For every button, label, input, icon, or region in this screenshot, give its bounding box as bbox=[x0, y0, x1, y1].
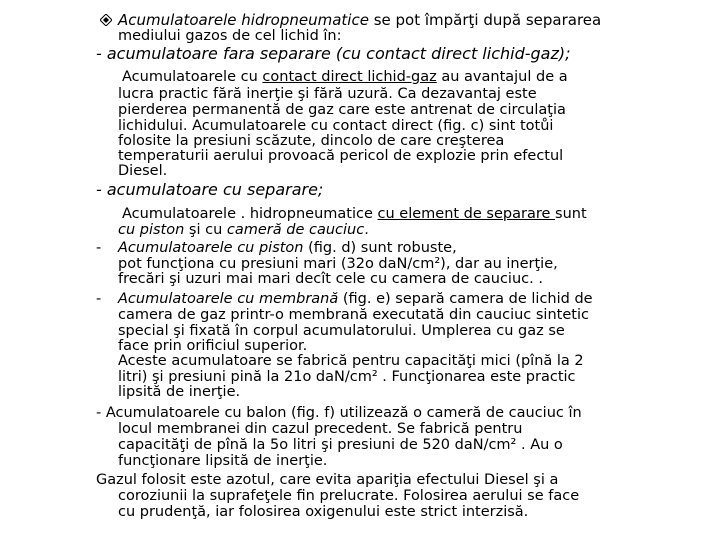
membrana-item-line-1: Acumulatoarele cu membrană (fig. e) separă camera de lichid de bbox=[118, 291, 593, 307]
intro-line-1 bbox=[118, 12, 601, 28]
piston-dash: - bbox=[96, 240, 102, 256]
contact-direct-link-text: contact direct lichid-gaz bbox=[262, 69, 437, 85]
diamond-bullet-icon bbox=[100, 14, 112, 26]
membrana-line: camera de gaz printr-o membrană executată din cauciuc sintetic bbox=[118, 307, 589, 323]
section1-line: pierderea permanentă de gaz care este antrenat de circulaţia bbox=[118, 102, 566, 118]
piston-line: pot funcţiona cu presiuni mari (32o daN/cm²), dar au inerţie, bbox=[118, 256, 558, 272]
intro-italic: Acumulatoarele hidropneumatice bbox=[118, 11, 369, 29]
membrana-dash: - bbox=[96, 291, 102, 307]
balon-line: funcţionare lipsită de inerţie. bbox=[118, 453, 328, 469]
membrana-line: face prin orificiul superior. bbox=[118, 338, 308, 354]
membrana-line: lipsită de inerţie. bbox=[118, 384, 241, 400]
piston-line: frecări şi uzuri mai mari decît cele cu camera de cauciuc. . bbox=[118, 271, 543, 287]
membrana-line: Aceste acumulatoare se fabrică pentru capacităţi mici (pînă la 2 bbox=[118, 353, 584, 369]
section1-line: temperaturii aerului provoacă pericol de explozie prin efectul bbox=[118, 148, 564, 164]
section1-line: folosite la presiuni scăzute, dincolo de care creşterea bbox=[118, 133, 505, 149]
intro-rest: se pot împărţi după separarea bbox=[368, 11, 602, 29]
gaz-line: coroziunii la suprafeţele fin prelucrate. Folosirea aerului se face bbox=[118, 488, 580, 504]
balon-line: capacităţi de pînă la 5o litri şi presiuni de 520 daN/cm² . Au o bbox=[118, 437, 563, 453]
section1-para-line-1: Acumulatoarele cu contact direct lichid-gaz au avantajul de a bbox=[122, 69, 568, 85]
section1-heading: - acumulatoare fara separare (cu contact direct lichid-gaz); bbox=[96, 44, 571, 63]
section2-heading: - acumulatoare cu separare; bbox=[96, 180, 324, 199]
gaz-line: cu prudenţă, iar folosirea oxigenului este strict interzisă. bbox=[118, 504, 529, 520]
gaz-line: Gazul folosit este azotul, care evita apariţia efectului Diesel şi a bbox=[96, 472, 559, 488]
balon-line: - Acumulatoarele cu balon (fig. f) utilizează o cameră de cauciuc în bbox=[96, 405, 582, 421]
section1-line: lichidului. Acumulatoarele cu contact direct (fig. c) sint totůi bbox=[118, 118, 554, 134]
section2-para-line-1: Acumulatoarele . hidropneumatice cu element de separare sunt bbox=[122, 206, 587, 222]
balon-line: locul membranei din cazul precedent. Se fabrică pentru bbox=[118, 421, 523, 437]
piston-item-line-1: Acumulatoarele cu piston (fig. d) sunt robuste, bbox=[118, 240, 457, 256]
membrana-line: special şi fixată în corpul acumulatorului. Umplerea cu gaz se bbox=[118, 323, 565, 339]
membrana-line: litri) şi presiuni pină la 21o daN/cm² . Funcţionarea este practic bbox=[118, 369, 576, 385]
element-separare-text: cu element de separare bbox=[377, 206, 556, 222]
section1-line: lucra practic fără inerţie şi fără uzură. Ca dezavantaj este bbox=[118, 86, 537, 102]
section1-line: Diesel. bbox=[118, 163, 168, 179]
section2-para-line-2: cu piston şi cu cameră de cauciuc. bbox=[118, 222, 369, 238]
intro-line-2: mediului gazos de cel lichid în: bbox=[118, 28, 342, 44]
